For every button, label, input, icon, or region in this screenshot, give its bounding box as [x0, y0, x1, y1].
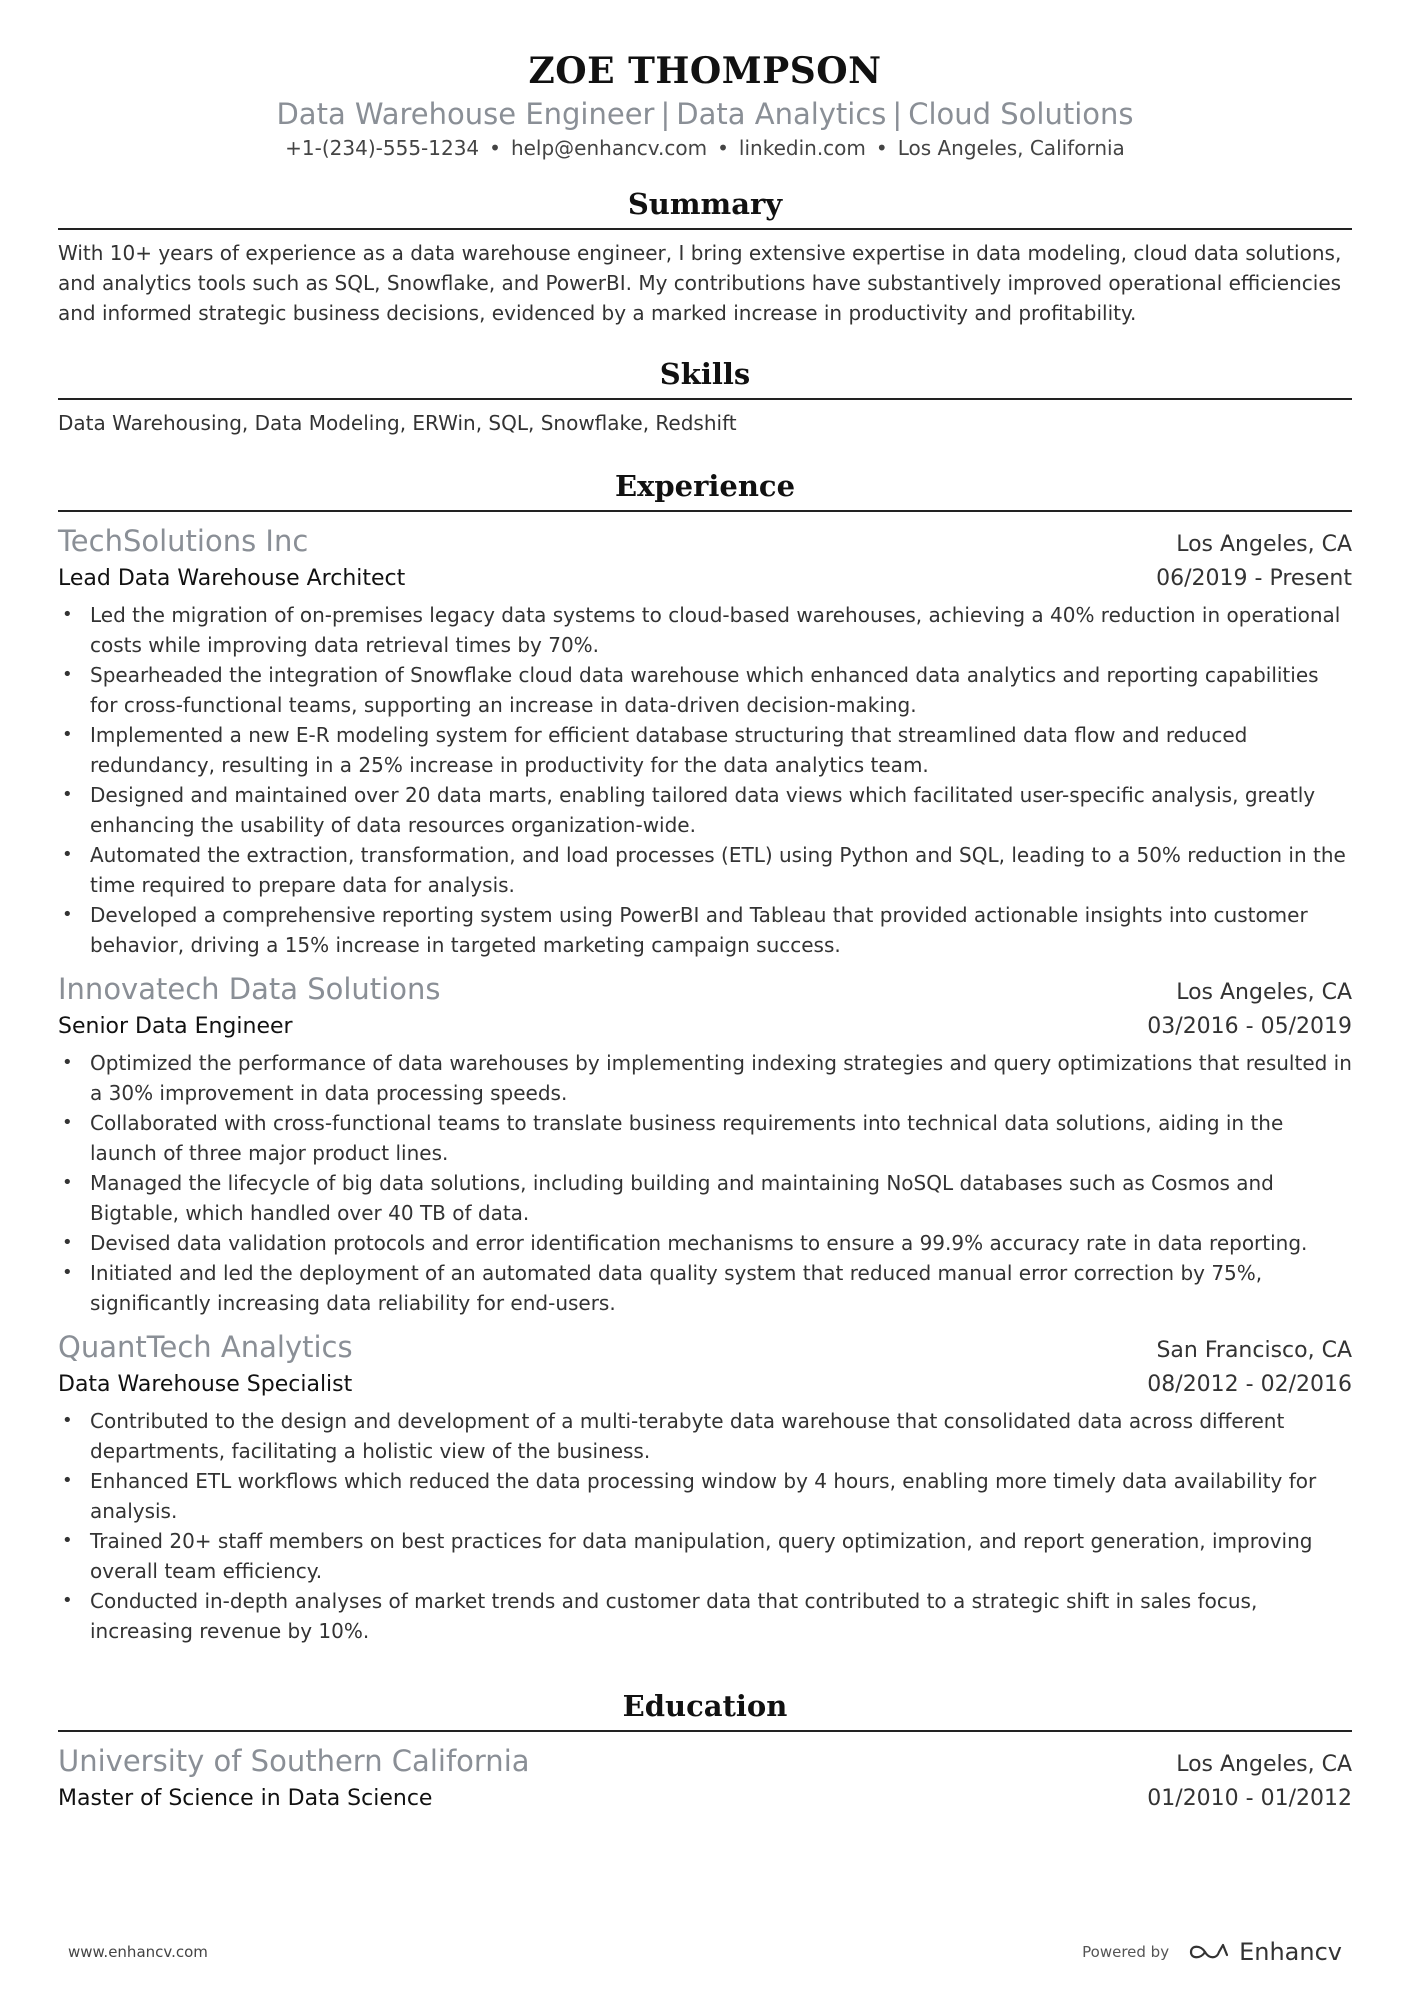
bullet-item: • Collaborated with cross-functional teams to translate business requirements into technical data solutions, aiding in the launch of three major product lines.	[58, 1108, 1352, 1168]
bullet-item: • Managed the lifecycle of big data solutions, including building and maintaining NoSQL databases such as Cosmos and Bigtable, which handled over 40 TB of data.	[58, 1168, 1352, 1228]
degree: Master of Science in Data Science	[58, 1786, 433, 1811]
powered-by-label: Powered by	[1082, 1943, 1170, 1961]
candidate-name: ZOE THOMPSON	[528, 50, 882, 92]
job-title: Senior Data Engineer	[58, 1014, 293, 1039]
job-bullets	[58, 1048, 1352, 1318]
headline	[58, 94, 1352, 134]
job-location: Los Angeles, CA	[1176, 980, 1352, 1005]
bullet-item: • Contributed to the design and development of a multi-terabyte data warehouse that consolidated data across different departments, facilitating a holistic view of the business.	[58, 1406, 1352, 1466]
company-name: TechSolutions Inc	[58, 524, 309, 558]
page-footer	[0, 1938, 1410, 1966]
job-title: Lead Data Warehouse Architect	[58, 566, 406, 591]
bullet-item: • Conducted in-depth analyses of market trends and customer data that contributed to a strategic shift in sales focus, increasing revenue by 10%.	[58, 1586, 1352, 1646]
headline-title-1: Data Warehouse Engineer	[276, 97, 655, 131]
powered-by	[1082, 1938, 1342, 1966]
brand-logo[interactable]	[1187, 1938, 1342, 1966]
summary-text: With 10+ years of experience as a data warehouse engineer, I bring extensive expertise in data modeling, cloud data solutions, and analytics tools such as SQL, Snowflake, and PowerBI. My contributions have substantively improved operational efficiencies and informed strategic business decisions, evidenced by a marked increase in productivity and profitability.	[58, 241, 1342, 325]
job-location: Los Angeles, CA	[1176, 532, 1352, 557]
company-name: QuantTech Analytics	[58, 1330, 353, 1364]
contact-separator: •	[489, 136, 501, 160]
headline-title-2: Data Analytics	[676, 97, 887, 131]
summary-heading: Summary	[58, 184, 1352, 230]
job-entry	[58, 1328, 1352, 1646]
bullet-item: • Implemented a new E-R modeling system for efficient database structuring that streamlined data flow and reduced redundancy, resulting in a 25% increase in productivity for the data analytics team.	[58, 720, 1352, 780]
bullet-item: • Trained 20+ staff members on best practices for data manipulation, query optimization, and report generation, improving overall team efficiency.	[58, 1526, 1352, 1586]
location-text: Los Angeles, California	[897, 136, 1125, 160]
education-entry	[58, 1742, 1352, 1818]
education-heading: Education	[58, 1686, 1352, 1732]
job-dates: 03/2016 - 05/2019	[1147, 1014, 1352, 1039]
company-name: Innovatech Data Solutions	[58, 972, 441, 1006]
email-link[interactable]: help@enhancv.com	[510, 136, 708, 160]
job-entry	[58, 970, 1352, 1318]
skills-text: Data Warehousing, Data Modeling, ERWin, SQL, Snowflake, Redshift	[58, 411, 737, 435]
job-bullets	[58, 600, 1352, 960]
bullet-item: • Enhanced ETL workflows which reduced the data processing window by 4 hours, enabling more timely data availability for analysis.	[58, 1466, 1352, 1526]
experience-heading: Experience	[58, 466, 1352, 512]
bullet-item: • Led the migration of on-premises legacy data systems to cloud-based warehouses, achieving a 40% reduction in operational costs while improving data retrieval times by 70%.	[58, 600, 1352, 660]
enhancv-logo-icon	[1187, 1941, 1231, 1963]
job-dates: 08/2012 - 02/2016	[1147, 1372, 1352, 1397]
linkedin-link[interactable]: linkedin.com	[738, 136, 866, 160]
phone-number: +1-(234)-555-1234	[285, 136, 480, 160]
bullet-item: • Initiated and led the deployment of an automated data quality system that reduced manual error correction by 75%, significantly increasing data reliability for end-users.	[58, 1258, 1352, 1318]
contact-separator: •	[875, 136, 888, 160]
school-name: University of Southern California	[58, 1744, 530, 1778]
job-dates: 06/2019 - Present	[1156, 566, 1352, 591]
headline-separator: |	[660, 97, 671, 131]
bullet-item: • Spearheaded the integration of Snowflake cloud data warehouse which enhanced data analytics and reporting capabilities for cross-functional teams, supporting an increase in data-driven decision-making.	[58, 660, 1352, 720]
bullet-item: • Optimized the performance of data warehouses by implementing indexing strategies and query optimizations that resulted in a 30% improvement in data processing speeds.	[58, 1048, 1352, 1108]
job-title: Data Warehouse Specialist	[58, 1372, 353, 1397]
job-entry	[58, 522, 1352, 960]
resume-header	[58, 0, 1352, 162]
skills-heading: Skills	[58, 354, 1352, 400]
education-dates: 01/2010 - 01/2012	[1147, 1786, 1352, 1811]
bullet-item: • Developed a comprehensive reporting system using PowerBI and Tableau that provided actionable insights into customer behavior, driving a 15% increase in targeted marketing campaign success.	[58, 900, 1352, 960]
headline-separator: |	[892, 97, 903, 131]
contact-line	[58, 134, 1352, 162]
headline-title-3: Cloud Solutions	[908, 97, 1134, 131]
bullet-item: • Devised data validation protocols and error identification mechanisms to ensure a 99.9% accuracy rate in data reporting.	[58, 1228, 1352, 1258]
bullet-item: • Automated the extraction, transformation, and load processes (ETL) using Python and SQL, leading to a 50% reduction in the time required to prepare data for analysis.	[58, 840, 1352, 900]
website-link[interactable]: www.enhancv.com	[68, 1943, 208, 1961]
job-location: San Francisco, CA	[1156, 1338, 1352, 1363]
brand-name: Enhancv	[1239, 1938, 1342, 1966]
school-location: Los Angeles, CA	[1176, 1752, 1352, 1777]
bullet-item: • Designed and maintained over 20 data marts, enabling tailored data views which facilitated user-specific analysis, greatly enhancing the usability of data resources organization-wide.	[58, 780, 1352, 840]
job-bullets	[58, 1406, 1352, 1646]
contact-separator: •	[717, 136, 729, 160]
